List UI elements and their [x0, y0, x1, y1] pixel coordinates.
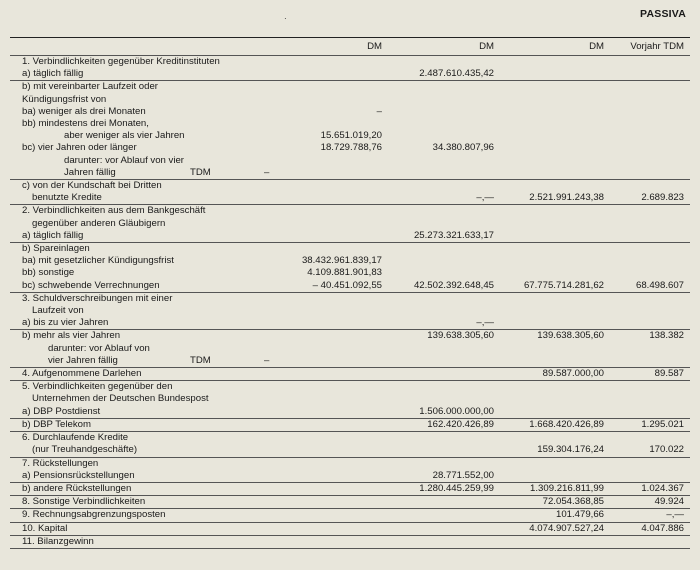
- amount-cell-c3: [388, 155, 500, 167]
- amount-cell-c4: [500, 180, 610, 193]
- row-label: a) täglich fällig: [22, 229, 84, 241]
- amount-cell-c5: [610, 130, 690, 142]
- amount-cell-c2: [278, 381, 388, 394]
- table-row: [10, 292, 690, 305]
- row-label-cell: [10, 142, 278, 154]
- row-label-cell: [10, 381, 278, 394]
- section-title: PASSIVA: [640, 8, 686, 20]
- amount-cell-c2: [278, 180, 388, 193]
- table-row: [10, 192, 690, 205]
- row-label: 7. Rückstellungen: [22, 457, 99, 469]
- amount-cell-c3: [388, 243, 500, 256]
- amount-cell-c5: 2.689.823: [610, 192, 690, 205]
- amount-cell-c5: 170.022: [610, 444, 690, 457]
- table-row: [10, 343, 690, 355]
- amount-cell-c5: [610, 292, 690, 305]
- column-header: DM: [500, 38, 610, 56]
- amount-cell-c3: [388, 130, 500, 142]
- column-header: DM: [278, 38, 388, 56]
- amount-cell-c3: [388, 94, 500, 106]
- amount-cell-c2: [278, 230, 388, 243]
- amount-cell-c5: 4.047.886: [610, 522, 690, 535]
- row-label: 6. Durchlaufende Kredite: [22, 432, 129, 444]
- tdm-value: –: [264, 166, 270, 178]
- amount-cell-c5: [610, 432, 690, 445]
- amount-cell-c2: [278, 418, 388, 431]
- amount-cell-c5: [610, 457, 690, 470]
- amount-cell-c3: [388, 457, 500, 470]
- row-label-cell: [10, 218, 278, 230]
- row-label: Jahren fällig: [64, 166, 116, 178]
- amount-cell-c2: [278, 317, 388, 330]
- amount-cell-c4: [500, 305, 610, 317]
- amount-cell-c4: [500, 56, 610, 69]
- row-label-cell: [10, 457, 278, 470]
- row-label: darunter: vor Ablauf von vier: [64, 154, 184, 166]
- row-label-cell: [10, 81, 278, 94]
- table-row: [10, 81, 690, 94]
- amount-cell-c4: [500, 142, 610, 154]
- amount-cell-c4: [500, 381, 610, 394]
- table-row: [10, 130, 690, 142]
- amount-cell-c3: 34.380.807,96: [432, 142, 494, 154]
- amount-cell-c3: [388, 381, 500, 394]
- row-label: 1. Verbindlichkeiten gegenüber Kreditinstituten: [22, 56, 220, 67]
- table-row: [10, 317, 690, 330]
- amount-cell-c4: [500, 130, 610, 142]
- amount-cell-c5: –,—: [610, 509, 690, 522]
- amount-cell-c4: [500, 267, 610, 279]
- amount-cell-c3: [388, 343, 500, 355]
- amount-cell-c2: [278, 118, 388, 130]
- amount-cell-c4: 4.074.907.527,24: [500, 522, 610, 535]
- header-row: [10, 38, 690, 56]
- amount-cell-c2: [278, 393, 388, 405]
- row-label-cell: [10, 255, 278, 267]
- column-header: DM: [388, 38, 500, 56]
- amount-cell-c2: – 40.451.092,55: [278, 280, 388, 293]
- table-row: [10, 368, 690, 381]
- amount-cell-c3: [388, 393, 500, 405]
- amount-cell-c2: [278, 292, 388, 305]
- amount-cell-c4: [500, 255, 610, 267]
- amount-cell-c5: [610, 243, 690, 256]
- row-label-cell: [10, 155, 278, 167]
- row-label: bc) vier Jahren oder länger: [22, 142, 137, 154]
- row-label: 10. Kapital: [22, 522, 68, 534]
- row-label-cell: [10, 482, 278, 495]
- header-spacer: [10, 38, 278, 56]
- amount-cell-c2: [278, 444, 388, 457]
- amount-cell-c3: [388, 167, 500, 180]
- table-row: [10, 482, 690, 495]
- row-label: a) bis zu vier Jahren: [22, 317, 109, 329]
- row-label-cell: [10, 393, 278, 405]
- amount-cell-c5: 138.382: [649, 330, 684, 342]
- row-label: benutzte Kredite: [32, 192, 102, 204]
- row-label-cell: [10, 243, 278, 256]
- amount-cell-c3: [388, 509, 500, 522]
- row-label: darunter: vor Ablauf von: [48, 342, 150, 354]
- amount-cell-c3: 139.638.305,60: [427, 330, 494, 342]
- amount-cell-c3: [388, 496, 500, 509]
- amount-cell-c5: [610, 142, 690, 154]
- table-row: [10, 496, 690, 509]
- amount-cell-c5: 68.498.607: [610, 280, 690, 293]
- amount-cell-c5: [610, 94, 690, 106]
- row-label-cell: [10, 406, 278, 419]
- table-row: [10, 230, 690, 243]
- row-label-cell: [10, 522, 278, 535]
- row-label-cell: [10, 106, 278, 118]
- tdm-unit: TDM: [190, 354, 211, 366]
- amount-cell-c4: 1.309.216.811,99: [500, 482, 610, 495]
- amount-cell-c3: 2.487.610.435,42: [388, 68, 500, 81]
- table-row: [10, 522, 690, 535]
- row-label: Kündigungsfrist von: [22, 93, 107, 105]
- table-row: [10, 470, 690, 483]
- row-label: a) DBP Postdienst: [22, 405, 101, 417]
- row-label-cell: [10, 317, 278, 330]
- amount-cell-c3: [388, 205, 500, 218]
- amount-cell-c4: [500, 343, 610, 355]
- amount-cell-c4: [500, 106, 610, 118]
- row-label: bb) mindestens drei Monaten,: [22, 118, 149, 130]
- row-label-cell: [10, 94, 278, 106]
- amount-cell-c4: [500, 243, 610, 256]
- amount-cell-c3: [388, 535, 500, 548]
- row-label-cell: [10, 68, 278, 81]
- amount-cell-c2: [278, 535, 388, 548]
- amount-cell-c3: [388, 56, 500, 69]
- row-label: aber weniger als vier Jahren: [64, 130, 185, 142]
- amount-cell-c4: 2.521.991.243,38: [500, 192, 610, 205]
- amount-cell-c4: [500, 230, 610, 243]
- table-row: [10, 418, 690, 431]
- row-label-cell: [10, 496, 278, 509]
- amount-cell-c3: [388, 218, 500, 230]
- row-label-cell: [10, 368, 278, 381]
- amount-cell-c2: [278, 406, 388, 419]
- amount-cell-c4: 67.775.714.281,62: [500, 280, 610, 293]
- amount-cell-c3: [388, 522, 500, 535]
- amount-cell-c5: [610, 56, 690, 69]
- row-label: vier Jahren fällig: [48, 354, 118, 366]
- amount-cell-c3: [388, 432, 500, 445]
- row-label-cell: [10, 355, 278, 368]
- scan-speck: ·: [284, 14, 287, 23]
- amount-cell-c4: [500, 535, 610, 548]
- amount-cell-c3: –,—: [388, 317, 500, 330]
- amount-cell-c4: [500, 355, 610, 368]
- amount-cell-c4: [500, 94, 610, 106]
- amount-cell-c4: 1.668.420.426,89: [500, 418, 610, 431]
- row-label-cell: [10, 535, 278, 548]
- table-row: [10, 280, 690, 293]
- table-row: [10, 535, 690, 548]
- amount-cell-c5: [610, 205, 690, 218]
- table-row: [10, 267, 690, 279]
- amount-cell-c3: [388, 368, 500, 381]
- row-label: 5. Verbindlichkeiten gegenüber den: [22, 381, 173, 393]
- amount-cell-c4: 159.304.176,24: [500, 444, 610, 457]
- row-label: ba) mit gesetzlicher Kündigungsfrist: [22, 255, 174, 267]
- amount-cell-c2: –: [376, 105, 382, 117]
- amount-cell-c5: [610, 167, 690, 180]
- amount-cell-c5: [610, 406, 690, 419]
- row-label-cell: [10, 330, 278, 343]
- row-label: ba) weniger als drei Monaten: [22, 105, 146, 117]
- amount-cell-c3: [388, 106, 500, 118]
- amount-cell-c5: [610, 81, 690, 94]
- amount-cell-c4: 89.587.000,00: [500, 368, 610, 381]
- row-label-cell: [10, 205, 278, 218]
- row-label: c) von der Kundschaft bei Dritten: [22, 180, 162, 192]
- table-row: [10, 457, 690, 470]
- amount-cell-c3: [388, 81, 500, 94]
- table-row: [10, 243, 690, 256]
- table-row: [10, 305, 690, 317]
- table-row: [10, 355, 690, 368]
- amount-cell-c4: [500, 205, 610, 218]
- amount-cell-c5: 1.024.367: [610, 482, 690, 495]
- amount-cell-c2: [278, 155, 388, 167]
- table-row: [10, 255, 690, 267]
- row-label-cell: [10, 192, 278, 205]
- row-label-cell: [10, 432, 278, 445]
- amount-cell-c2: 18.729.788,76: [320, 142, 382, 154]
- amount-cell-c2: [278, 68, 388, 81]
- amount-cell-c3: [388, 292, 500, 305]
- amount-cell-c4: [500, 68, 610, 81]
- amount-cell-c2: [278, 457, 388, 470]
- table-row: [10, 118, 690, 130]
- table-row: [10, 330, 690, 343]
- amount-cell-c2: [278, 522, 388, 535]
- amount-cell-c5: [610, 305, 690, 317]
- amount-cell-c2: [278, 343, 388, 355]
- amount-cell-c5: [610, 355, 690, 368]
- row-label: b) mit vereinbarter Laufzeit oder: [22, 81, 158, 93]
- amount-cell-c5: [610, 155, 690, 167]
- row-label: b) Spareinlagen: [22, 243, 90, 255]
- amount-cell-c2: [278, 368, 388, 381]
- table-row: [10, 406, 690, 419]
- table-row: [10, 142, 690, 154]
- amount-cell-c4: [500, 393, 610, 405]
- amount-cell-c3: [388, 267, 500, 279]
- row-label: a) täglich fällig: [22, 68, 84, 80]
- amount-cell-c5: [610, 255, 690, 267]
- amount-cell-c5: 49.924: [610, 496, 690, 509]
- row-label: bb) sonstige: [22, 267, 75, 279]
- amount-cell-c2: [278, 432, 388, 445]
- amount-cell-c4: [500, 292, 610, 305]
- table-row: [10, 444, 690, 457]
- row-label-cell: [10, 118, 278, 130]
- row-label-cell: [10, 509, 278, 522]
- table-row: [10, 509, 690, 522]
- row-label-cell: [10, 280, 278, 293]
- table-row: [10, 155, 690, 167]
- table-row: [10, 68, 690, 81]
- amount-cell-c2: [278, 167, 388, 180]
- amount-cell-c3: 162.420.426,89: [388, 418, 500, 431]
- amount-cell-c5: 1.295.021: [610, 418, 690, 431]
- row-label: Unternehmen der Deutschen Bundespost: [32, 393, 209, 405]
- amount-cell-c3: [388, 180, 500, 193]
- row-label: b) andere Rückstellungen: [22, 482, 132, 494]
- amount-cell-c5: [610, 343, 690, 355]
- row-label: bc) schwebende Verrechnungen: [22, 279, 160, 291]
- amount-cell-c4: [500, 470, 610, 483]
- row-label: 4. Aufgenommene Darlehen: [22, 368, 142, 380]
- table-row: [10, 94, 690, 106]
- table-row: [10, 56, 690, 69]
- amount-cell-c3: [388, 118, 500, 130]
- amount-cell-c3: 25.273.321.633,17: [388, 230, 500, 243]
- amount-cell-c4: [500, 218, 610, 230]
- amount-cell-c4: [500, 155, 610, 167]
- amount-cell-c4: [500, 118, 610, 130]
- table-row: [10, 432, 690, 445]
- row-label-cell: [10, 56, 278, 69]
- table-row: [10, 381, 690, 394]
- amount-cell-c4: [500, 406, 610, 419]
- row-label-cell: [10, 305, 278, 317]
- amount-cell-c3: 42.502.392.648,45: [388, 280, 500, 293]
- amount-cell-c5: 89.587: [610, 368, 690, 381]
- amount-cell-c2: [278, 94, 388, 106]
- row-label-cell: [10, 418, 278, 431]
- amount-cell-c4: [500, 457, 610, 470]
- amount-cell-c2: 15.651.019,20: [320, 130, 382, 142]
- row-label: 11. Bilanzgewinn: [22, 535, 94, 547]
- amount-cell-c3: [388, 444, 500, 457]
- row-label-cell: [10, 180, 278, 193]
- row-label-cell: [10, 167, 278, 180]
- amount-cell-c3: –,—: [388, 192, 500, 205]
- amount-cell-c2: [278, 218, 388, 230]
- tdm-unit: TDM: [190, 166, 211, 178]
- table-row: [10, 180, 690, 193]
- amount-cell-c3: [388, 305, 500, 317]
- row-label-cell: [10, 292, 278, 305]
- amount-cell-c5: [610, 393, 690, 405]
- table-row: [10, 393, 690, 405]
- amount-cell-c2: 4.109.881.901,83: [307, 267, 382, 279]
- row-label-cell: [10, 267, 278, 279]
- amount-cell-c2: [278, 509, 388, 522]
- amount-cell-c3: 28.771.552,00: [388, 470, 500, 483]
- tdm-value: –: [264, 354, 270, 366]
- amount-cell-c2: [278, 496, 388, 509]
- column-header: Vorjahr TDM: [610, 38, 690, 56]
- amount-cell-c3: 1.506.000.000,00: [388, 406, 500, 419]
- amount-cell-c5: [610, 470, 690, 483]
- amount-cell-c5: [610, 68, 690, 81]
- amount-cell-c5: [610, 535, 690, 548]
- row-label: 8. Sonstige Verbindlichkeiten: [22, 496, 146, 508]
- amount-cell-c5: [610, 267, 690, 279]
- amount-cell-c4: 139.638.305,60: [537, 330, 604, 342]
- amount-cell-c5: [610, 230, 690, 243]
- amount-cell-c4: [500, 432, 610, 445]
- amount-cell-c2: 38.432.961.839,17: [301, 255, 382, 267]
- amount-cell-c4: [500, 167, 610, 180]
- amount-cell-c4: [500, 81, 610, 94]
- amount-cell-c2: [278, 205, 388, 218]
- row-label-cell: [10, 444, 278, 457]
- amount-cell-c5: [610, 317, 690, 330]
- row-label: 3. Schuldverschreibungen mit einer: [22, 292, 173, 304]
- amount-cell-c5: [610, 180, 690, 193]
- row-label: 2. Verbindlichkeiten aus dem Bankgeschäft: [22, 205, 206, 217]
- amount-cell-c5: [610, 118, 690, 130]
- row-label: b) DBP Telekom: [22, 418, 91, 430]
- row-label: gegenüber anderen Gläubigern: [32, 217, 166, 229]
- row-label-cell: [10, 230, 278, 243]
- amount-cell-c2: [278, 56, 388, 69]
- amount-cell-c2: [278, 330, 388, 343]
- amount-cell-c4: 72.054.368,85: [500, 496, 610, 509]
- amount-cell-c3: 1.280.445.259,99: [388, 482, 500, 495]
- amount-cell-c2: [278, 192, 388, 205]
- amount-cell-c2: [278, 243, 388, 256]
- amount-cell-c2: [278, 305, 388, 317]
- row-label-cell: [10, 343, 278, 355]
- table-row: [10, 218, 690, 230]
- amount-cell-c3: [388, 255, 500, 267]
- row-label: 9. Rechnungsabgrenzungsposten: [22, 509, 166, 521]
- amount-cell-c5: [610, 106, 690, 118]
- amount-cell-c2: [278, 81, 388, 94]
- amount-cell-c3: [388, 355, 500, 368]
- amount-cell-c5: [610, 218, 690, 230]
- amount-cell-c2: [278, 355, 388, 368]
- row-label-cell: [10, 470, 278, 483]
- row-label: a) Pensionsrückstellungen: [22, 469, 135, 481]
- row-label: b) mehr als vier Jahren: [22, 330, 121, 342]
- balance-sheet-table: [10, 38, 690, 549]
- table-row: [10, 167, 690, 180]
- row-label: Laufzeit von: [32, 305, 84, 317]
- row-label-cell: [10, 130, 278, 142]
- table-row: [10, 205, 690, 218]
- amount-cell-c2: [278, 470, 388, 483]
- row-label: (nur Treuhandgeschäfte): [32, 444, 138, 456]
- amount-cell-c5: [610, 381, 690, 394]
- amount-cell-c2: [278, 482, 388, 495]
- amount-cell-c4: 101.479,66: [500, 509, 610, 522]
- table-row: [10, 106, 690, 118]
- amount-cell-c4: [500, 317, 610, 330]
